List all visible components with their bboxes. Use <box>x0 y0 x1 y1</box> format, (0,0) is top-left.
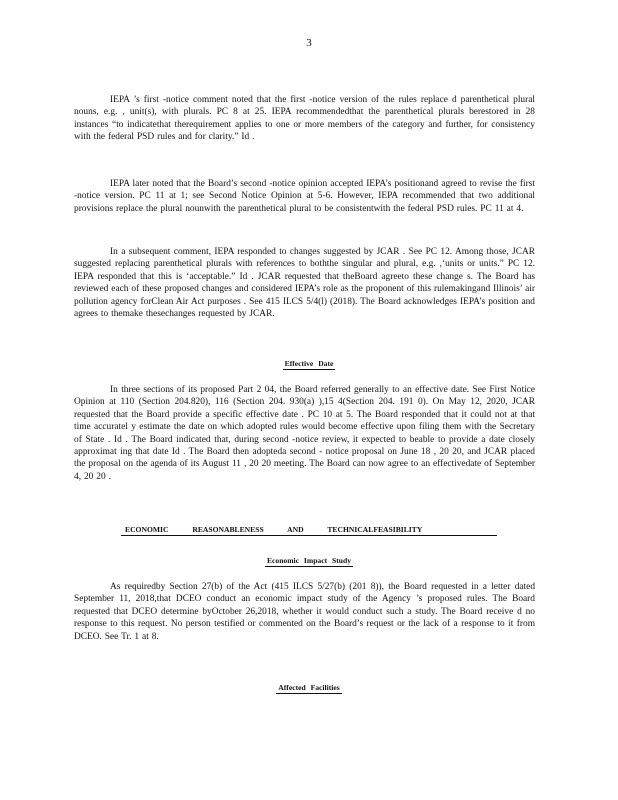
heading-affected-facilities: Affected Facilities <box>278 683 340 692</box>
paragraph-jcar-changes: In a subsequent comment, IEPA responded to changes suggested by JCAR . See PC 12. Among those, JCAR suggested replacing parenthetical plurals with references to boththe singular and plural, e.g. ,‘units or units.” PC 12. IEPA responded that this is ‘acceptable.” Id . JCAR requested that theBoard agreeto these change s. The Board has reviewed each of these proposed changes and considered IEPA’s role as the proponent of this rulemakingand Illinois’ air pollution agency forClean Air Act purposes . See 415 ILCS 5/4(l) (2018). The Board acknowledges IEPA’s position and agrees to themake thesechanges requested by JCAR. <box>74 247 535 320</box>
paragraph-effective-date: In three sections of its proposed Part 2 04, the Board referred generally to an effective date. See First Notice Opinion at 110 (Section 204.820), 116 (Section 204. 930(a) ),15 4(Section 204. 191 0). On May 12, 2020, JCAR requested that the Board provide a specific effective date . PC 10 at 5. The Board responded that it could not at that time accuratel y estimate the date on which adopted rules would become effective upon filing them with the Secretary of State . Id . The Board indicated that, during second -notice review, it expected to beable to provide a date closely approximat ing that date Id . The Board then adopteda second - notice proposal on June 18 , 20 20, and JCAR placed the proposal on the agenda of its August 11 , 20 20 meeting. The Board can now agree to an effectivedate of September 4, 20 20 . <box>74 385 535 482</box>
page-number: 3 <box>306 37 312 49</box>
heading-effective-date: Effective Date <box>284 359 334 368</box>
paragraph-economic-impact: As requiredby Section 27(b) of the Act (415 ILCS 5/27(b) (201 8)), the Board requested in a letter dated September 11, 2018,that DCEO conduct an economic impact study of the Agency ’s proposed rules. The Board requested that DCEO determine byOctober 26,2018, whether it would conduct such a study. The Board receive d no response to this request. No person testified or commented on the Board’s request or the lack of a response to it from DCEO. See Tr. 1 at 8. <box>74 582 535 642</box>
heading-economic-reasonableness: ECONOMIC REASONABLENESS AND TECHNICALFEASIBILITY <box>0 525 618 536</box>
paragraph-iepa-second-notice: IEPA later noted that the Board’s second -notice opinion accepted IEPA’s positionand agreed to revise the first -notice version. PC 11 at 1; see Second Notice Opinion at 5-6. However, IEPA recommended that two additional provisions replace the plural nounwith the parenthetical plural to be consistentwith the federal PSD rules. PC 11 at 4. <box>74 179 535 214</box>
paragraph-iepa-first-notice: IEPA ’s first -notice comment noted that the first -notice version of the rules replace d parenthetical plural nouns, e.g. , unit(s), with plurals. PC 8 at 25. IEPA recommendedthat the parenthetical plurals berestored in 28 instances “to indicatethat therequirement applies to one or more members of the category and further, for consistency with the federal PSD rules and for clarity.” Id . <box>74 95 535 143</box>
heading-economic-impact-study: Economic Impact Study <box>266 556 352 565</box>
